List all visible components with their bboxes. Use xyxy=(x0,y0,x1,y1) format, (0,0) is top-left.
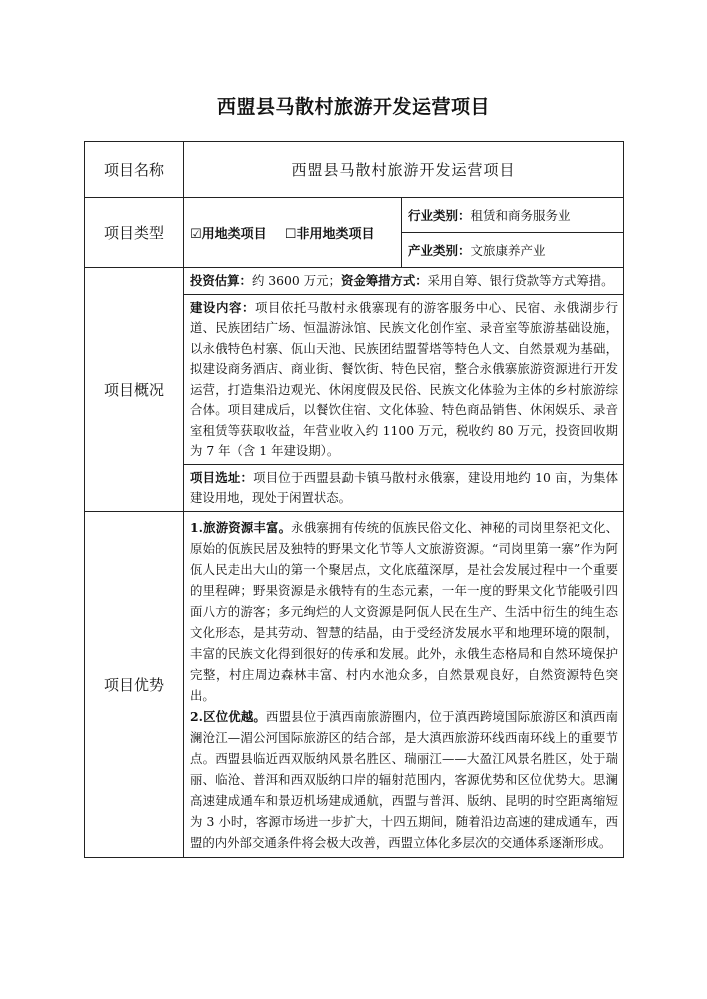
sector-category xyxy=(402,233,624,268)
site-label: 项目选址： xyxy=(190,469,254,485)
overview-label: 项目概况 xyxy=(85,268,184,512)
advantage-1-text: 永俄寨拥有传统的佤族民俗文化、神秘的司岗里祭祀文化、原始的佤族民居及独特的野果文化节等人文旅游资源。“司岗里第一寨”作为阿佤人民走出大山的第一个聚居点，文化底蕴深厚，是社会发展过程中一个重要的里程碑；野果资源是永俄特有的生态元素，一年一度的野果文化节能吸引四面八方的游客；多元绚烂的人文资源是阿佤人民在生产、生活中衍生的纯生态文化形态，是其劳动、智慧的结晶，由于受经济发展水平和地理环境的限制，丰富的民族文化得到很好的传承和发展。此外，永俄生态格局和自然环境保护完整，村庄周边森林丰富、村内水池众多，自然景观良好，自然资源特色突出。 xyxy=(190,519,619,703)
project-type-options xyxy=(184,198,402,268)
advantages-label: 项目优势 xyxy=(85,511,184,857)
unchecked-box-icon[interactable]: ☐ xyxy=(284,227,297,242)
advantage-1-title: 1.旅游资源丰富。 xyxy=(190,519,292,535)
project-type-label: 项目类型 xyxy=(85,198,184,268)
industry-category xyxy=(402,198,624,233)
row-project-name xyxy=(85,142,624,198)
investment-value: 约 3600 万元； xyxy=(251,273,341,288)
checked-box-icon[interactable]: ☑ xyxy=(190,227,202,242)
construction-label: 建设内容： xyxy=(190,299,255,315)
project-name-value: 西盟县马散村旅游开发运营项目 xyxy=(184,142,624,198)
site-cell xyxy=(184,464,624,511)
row-overview-investment xyxy=(85,268,624,295)
advantage-2-title: 2.区位优越。 xyxy=(190,708,267,724)
document-title: 西盟县马散村旅游开发运营项目 xyxy=(216,96,490,118)
industry-value: 租赁和商务服务业 xyxy=(470,208,571,223)
industry-label: 行业类别： xyxy=(408,208,471,223)
row-advantages xyxy=(85,511,624,857)
row-project-type-a xyxy=(85,198,624,233)
site-value: 项目位于西盟县勐卡镇马散村永俄寨，建设用地约 10 亩，为集体建设用地，现处于闲置状态。 xyxy=(190,469,619,505)
investment-label: 投资估算： xyxy=(190,273,252,288)
advantage-paragraph-1 xyxy=(190,517,618,706)
funding-label: 资金筹措方式： xyxy=(340,273,428,288)
sector-value: 文旅康养产业 xyxy=(470,243,546,258)
investment-cell xyxy=(184,268,624,295)
land-use-option: 用地类项目 xyxy=(201,227,267,242)
construction-value: 项目依托马散村永俄寨现有的游客服务中心、民宿、永俄湖步行道、民族团结广场、恒温游泳馆、民族文化创作室、录音室等旅游基础设施，以永俄特色村寨、佤山天池、民族团结盟誓塔等特色人文、自然景观为基础，拟建设商务酒店、商业街、餐饮街、特色民宿，整合永俄寨旅游资源进行开发运营，打造集沿边观光、休闲度假及民俗、民族文化体验为主体的乡村旅游综合体。项目建成后，以餐饮住宿、文化体验、特色商品销售、休闲娱乐、录音室租赁等获取收益，年营业收入约 1100 万元，税收约 80 万元，投资回收期为 7 年（含 1 年建设期）。 xyxy=(190,299,619,458)
advantage-2-text: 西盟县位于滇西南旅游圈内，位于滇西跨境国际旅游区和滇西南澜沧江—湄公河国际旅游区的结合部，是大滇西旅游环线西南环线上的重要节点。西盟县临近西双版纳风景名胜区、瑞丽江——大盈江风景名胜区，处于瑞丽、临沧、普洱和西双版纳口岸的辐射范围内，客源优势和区位优势大。思澜高速建成通车和景迈机场建成通航，西盟与普洱、版纳、昆明的时空距离缩短为 3 小时，客源市场进一步扩大，十四五期间，随着沿边高速的建成通车，西盟的内外部交通条件将会极大改善，西盟立体化多层次的交通体系逐渐形成。 xyxy=(190,708,619,850)
advantage-paragraph-2 xyxy=(190,706,618,853)
non-land-use-option: 非用地类项目 xyxy=(296,227,375,242)
construction-cell xyxy=(184,294,624,464)
funding-value: 采用自筹、银行贷款等方式筹措。 xyxy=(427,273,614,288)
advantages-cell xyxy=(184,511,624,857)
sector-label: 产业类别： xyxy=(408,243,471,258)
project-info-table xyxy=(84,141,624,858)
project-name-label: 项目名称 xyxy=(85,142,184,198)
